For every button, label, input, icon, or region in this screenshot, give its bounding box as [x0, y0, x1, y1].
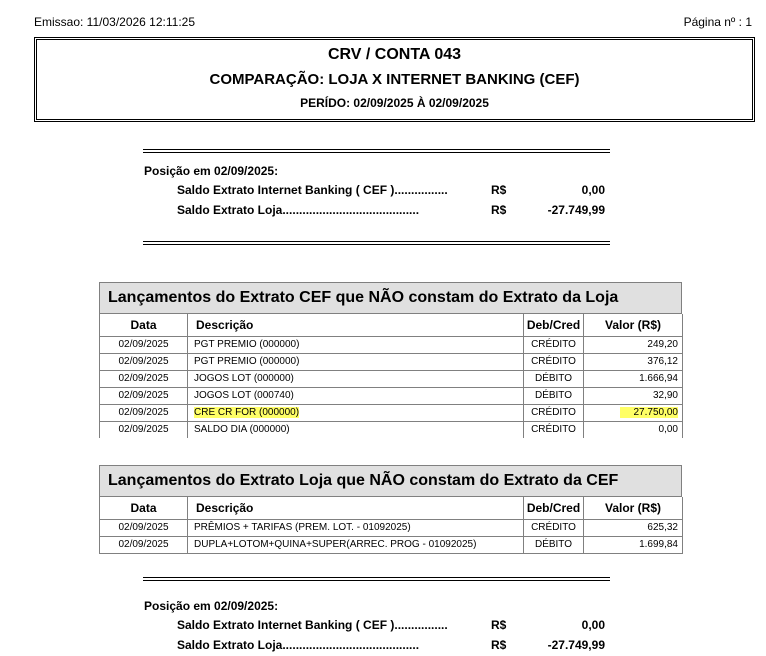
- saldo-ib-value: 0,00: [581, 618, 605, 632]
- cell-debcred: DÉBITO: [524, 387, 584, 404]
- saldo-loja-value: -27.749,99: [547, 638, 605, 652]
- cell-data: 02/09/2025: [100, 519, 188, 536]
- cell-debcred: CRÉDITO: [524, 421, 584, 438]
- table-header-row: [100, 497, 683, 519]
- table-row: [100, 370, 683, 387]
- column-header-debcred: Deb/Cred: [524, 497, 584, 519]
- cell-descricao: PGT PREMIO (000000): [188, 336, 524, 353]
- column-header-valor: Valor (R$): [584, 314, 683, 336]
- saldo-loja-currency: R$: [491, 638, 507, 652]
- cef-entries-table: [99, 314, 683, 438]
- cell-data: 02/09/2025: [100, 370, 188, 387]
- table-row: [100, 536, 683, 553]
- table-title: Lançamentos do Extrato CEF que NÃO constam do Extrato da Loja: [99, 282, 682, 314]
- cell-descricao: [188, 404, 524, 421]
- table-row: [100, 519, 683, 536]
- saldo-loja-currency: R$: [491, 203, 507, 217]
- saldo-loja-value: -27.749,99: [547, 203, 605, 217]
- cell-descricao: PGT PREMIO (000000): [188, 353, 524, 370]
- saldo-ib-label: Saldo Extrato Internet Banking ( CEF )................: [177, 618, 448, 632]
- cell-data: 02/09/2025: [100, 353, 188, 370]
- column-header-descricao: Descrição: [188, 497, 524, 519]
- report-subtitle: COMPARAÇÃO: LOJA X INTERNET BANKING (CEF): [209, 71, 580, 88]
- cell-descricao: JOGOS LOT (000740): [188, 387, 524, 404]
- cell-valor: 1.666,94: [584, 370, 683, 387]
- report-header: [34, 37, 755, 122]
- cell-debcred: DÉBITO: [524, 536, 584, 553]
- cell-data: 02/09/2025: [100, 421, 188, 438]
- column-header-valor: Valor (R$): [584, 497, 683, 519]
- cell-valor: [584, 404, 683, 421]
- cell-valor: 625,32: [584, 519, 683, 536]
- table-row: [100, 404, 683, 421]
- saldo-ib-currency: R$: [491, 618, 507, 632]
- cell-debcred: CRÉDITO: [524, 353, 584, 370]
- saldo-ib-label: Saldo Extrato Internet Banking ( CEF )................: [177, 183, 448, 197]
- cell-data: 02/09/2025: [100, 404, 188, 421]
- column-header-data: Data: [100, 497, 188, 519]
- table-row: [100, 336, 683, 353]
- cell-data: 02/09/2025: [100, 536, 188, 553]
- highlighted-valor: 27.750,00: [620, 407, 679, 418]
- saldo-loja-label: Saldo Extrato Loja.........................................: [177, 638, 420, 652]
- divider: [143, 149, 610, 153]
- position-date-label: Posição em 02/09/2025:: [144, 599, 279, 613]
- loja-only-table: [99, 465, 682, 554]
- cell-descricao: SALDO DIA (000000): [188, 421, 524, 438]
- table-row: [100, 421, 683, 438]
- saldo-loja-label: Saldo Extrato Loja.........................................: [177, 203, 420, 217]
- saldo-ib-value: 0,00: [581, 183, 605, 197]
- position-date-label: Posição em 02/09/2025:: [144, 164, 279, 178]
- emission-timestamp: Emissao: 11/03/2026 12:11:25: [34, 15, 196, 29]
- cell-valor: 249,20: [584, 336, 683, 353]
- highlighted-descricao: CRE CR FOR (000000): [194, 407, 300, 418]
- column-header-data: Data: [100, 314, 188, 336]
- cell-valor: 32,90: [584, 387, 683, 404]
- cell-descricao: DUPLA+LOTOM+QUINA+SUPER(ARREC. PROG - 01092025): [188, 536, 524, 553]
- column-header-descricao: Descrição: [188, 314, 524, 336]
- divider: [143, 241, 610, 245]
- cell-descricao: JOGOS LOT (000000): [188, 370, 524, 387]
- cell-data: 02/09/2025: [100, 336, 188, 353]
- cef-only-table: [99, 282, 682, 438]
- table-row: [100, 387, 683, 404]
- report-title: CRV / CONTA 043: [327, 46, 462, 63]
- saldo-ib-currency: R$: [491, 183, 507, 197]
- loja-entries-table: [99, 497, 683, 554]
- cell-data: 02/09/2025: [100, 387, 188, 404]
- column-header-debcred: Deb/Cred: [524, 314, 584, 336]
- table-row: [100, 353, 683, 370]
- cell-debcred: CRÉDITO: [524, 404, 584, 421]
- table-header-row: [100, 314, 683, 336]
- cell-valor: 1.699,84: [584, 536, 683, 553]
- cell-descricao: PRÊMIOS + TARIFAS (PREM. LOT. - 01092025): [188, 519, 524, 536]
- cell-valor: 0,00: [584, 421, 683, 438]
- cell-debcred: CRÉDITO: [524, 336, 584, 353]
- page-number: Página nº : 1: [683, 15, 752, 29]
- table-title: Lançamentos do Extrato Loja que NÃO constam do Extrato da CEF: [99, 465, 682, 497]
- divider: [143, 577, 610, 581]
- cell-valor: 376,12: [584, 353, 683, 370]
- report-period: PERÍDO: 02/09/2025 À 02/09/2025: [300, 96, 489, 110]
- cell-debcred: CRÉDITO: [524, 519, 584, 536]
- cell-debcred: DÉBITO: [524, 370, 584, 387]
